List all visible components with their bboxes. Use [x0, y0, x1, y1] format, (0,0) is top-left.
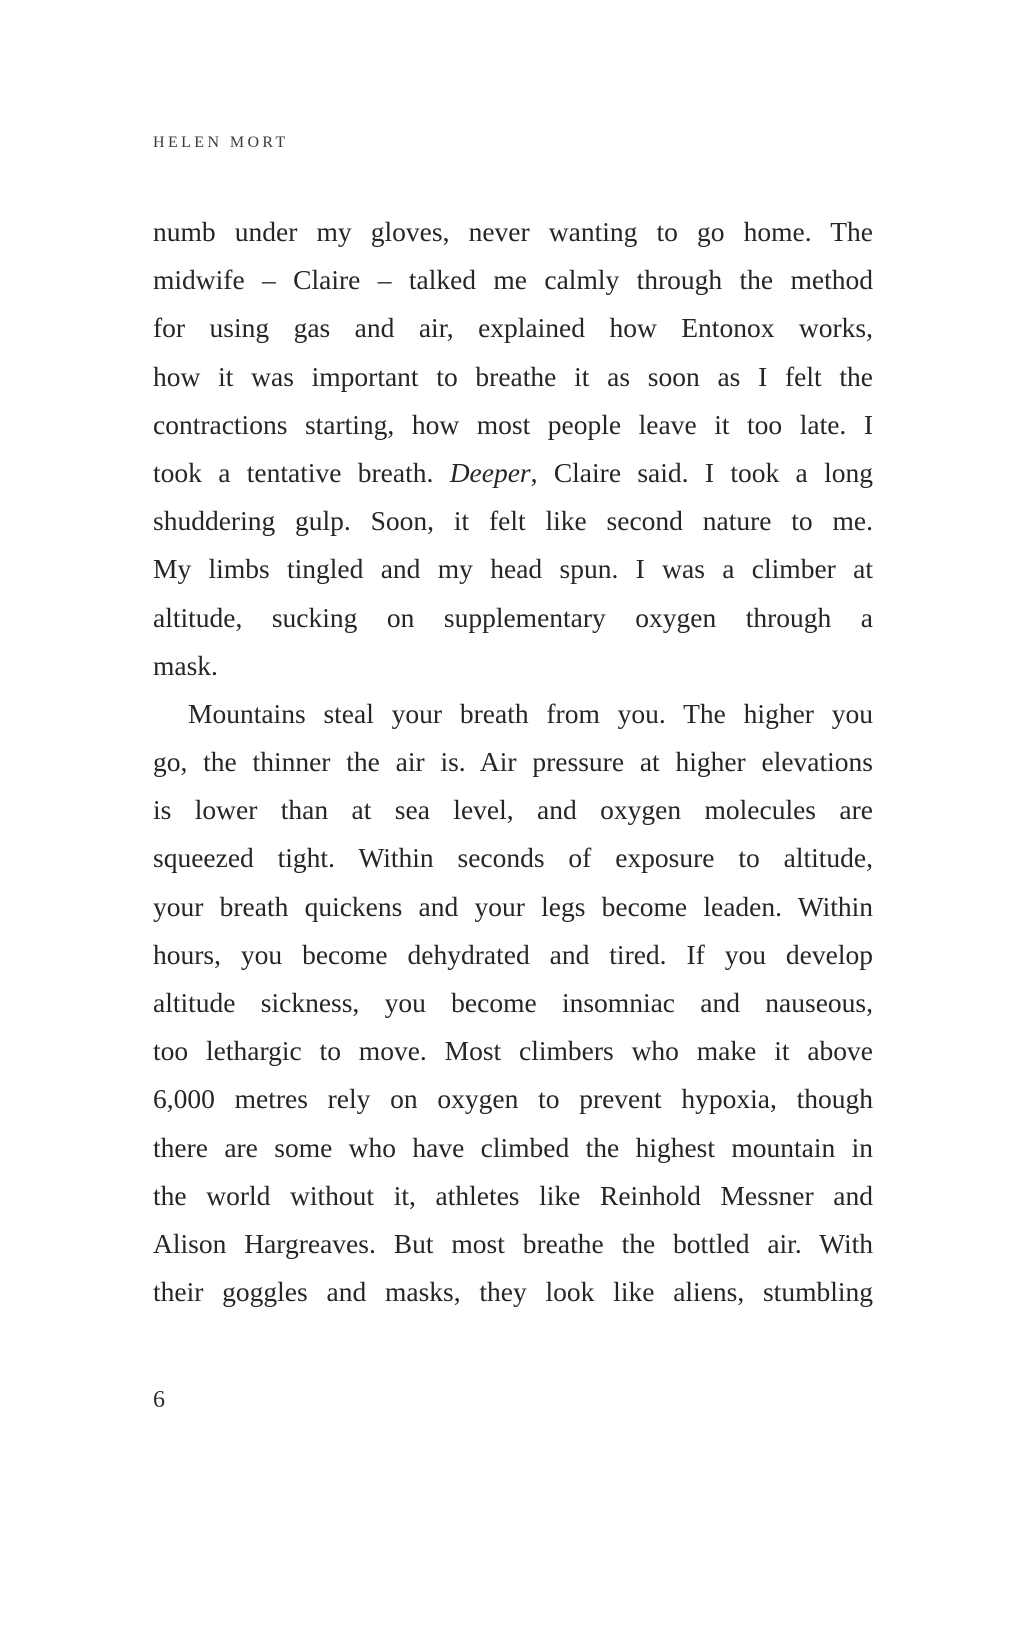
text-line: altitude sickness, you become insomniac and nauseous, [153, 987, 873, 1018]
emphasized-word: Deeper [449, 456, 531, 488]
text-segment: , Claire said. I took a long [530, 456, 873, 488]
text-line: for using gas and air, explained how Entonox works, [153, 312, 873, 344]
text-line: their goggles and masks, they look like aliens, stumbling [153, 1276, 873, 1308]
text-line: My limbs tingled and my head spun. I was a climber at [153, 553, 873, 585]
text-line: hours, you become dehydrated and tired. If you develop [153, 938, 873, 970]
body-text [153, 208, 873, 1316]
paragraph [153, 208, 873, 690]
paragraph [153, 690, 873, 1316]
text-line: midwife – Claire – talked me calmly through the method [153, 264, 873, 296]
text-line: Mountains steal your breath from you. The higher you [188, 697, 873, 729]
page-number: 6 [153, 1387, 165, 1413]
text-segment: took a tentative breath. [153, 456, 450, 488]
text-line: is lower than at sea level, and oxygen molecules are [153, 794, 873, 826]
text-line: your breath quickens and your legs become leaden. Within [153, 890, 873, 922]
text-line: numb under my gloves, never wanting to go home. The [153, 216, 873, 247]
text-line: Alison Hargreaves. But most breathe the bottled air. With [153, 1227, 873, 1259]
text-line: shuddering gulp. Soon, it felt like second nature to me. [153, 505, 873, 537]
text-line: 6,000 metres rely on oxygen to prevent hypoxia, though [153, 1083, 873, 1115]
text-line: mask. [153, 649, 218, 681]
text-line: there are some who have climbed the highest mountain in [153, 1131, 873, 1163]
running-head-author: HELEN MORT [153, 134, 289, 151]
text-line: too lethargic to move. Most climbers who make it above [153, 1035, 873, 1067]
text-line: the world without it, athletes like Reinhold Messner and [153, 1179, 873, 1211]
text-line [153, 449, 873, 497]
text-line: squeezed tight. Within seconds of exposure to altitude, [153, 842, 873, 874]
text-line: how it was important to breathe it as soon as I felt the [153, 360, 873, 392]
text-line: altitude, sucking on supplementary oxygen through a [153, 601, 873, 633]
text-line: go, the thinner the air is. Air pressure at higher elevations [153, 746, 873, 778]
text-line: contractions starting, how most people leave it too late. I [153, 408, 873, 440]
